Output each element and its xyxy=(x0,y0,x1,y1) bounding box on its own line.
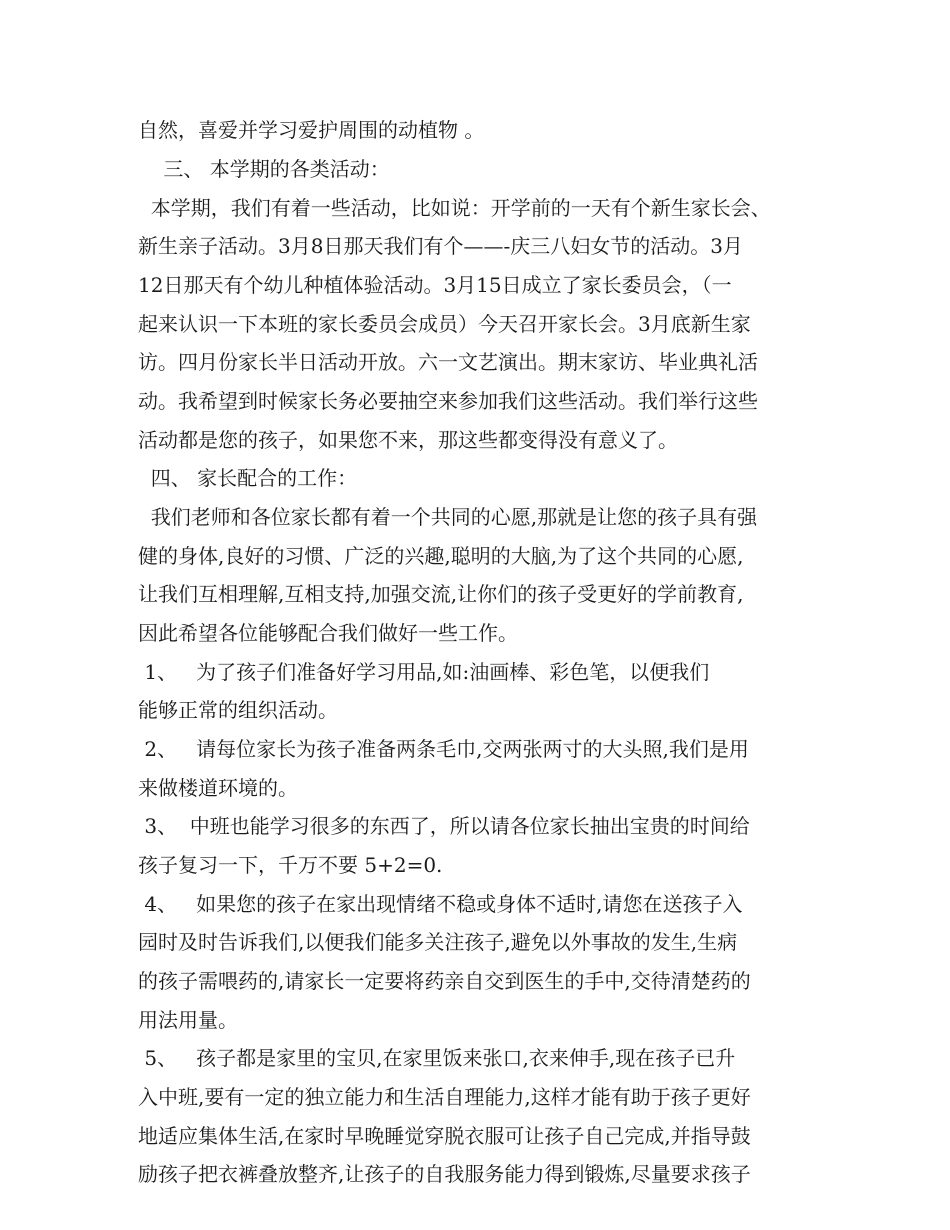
list-item-3: 3、 中班也能学习很多的东西了，所以请各位家长抽出宝贵的时间给 xyxy=(138,814,750,838)
text-line: 我们老师和各位家长都有着一个共同的心愿,那就是让您的孩子具有强 xyxy=(138,505,758,529)
text-line: 来做楼道环境的。 xyxy=(138,776,298,800)
section-heading-four: 四、 家长配合的工作： xyxy=(138,466,358,490)
text-line: 动。我希望到时候家长务必要抽空来参加我们这些活动。我们举行这些 xyxy=(138,389,758,413)
list-item-2: 2、 请每位家长为孩子准备两条毛巾,交两张两寸的大头照,我们是用 xyxy=(138,737,749,761)
text-line: 访。四月份家长半日活动开放。六一文艺演出。期末家访、毕业典礼活 xyxy=(138,350,758,374)
text-line: 因此希望各位能够配合我们做好一些工作。 xyxy=(138,621,518,645)
text-line: 活动都是您的孩子，如果您不来，那这些都变得没有意义了。 xyxy=(138,428,678,452)
text-line: 孩子复习一下，千万不要 5+2=0. xyxy=(138,853,443,877)
list-item-4: 4、 如果您的孩子在家出现情绪不稳或身体不适时,请您在送孩子入 xyxy=(138,892,743,916)
list-item-1: 1、 为了孩子们准备好学习用品,如:油画棒、彩色笔，以便我们 xyxy=(138,660,710,684)
text-line: 能够正常的组织活动。 xyxy=(138,698,338,722)
text-line: 励孩子把衣裤叠放整齐,让孩子的自我服务能力得到锻炼,尽量要求孩子 xyxy=(138,1162,751,1186)
text-line: 让我们互相理解,互相支持,加强交流,让你们的孩子受更好的学前教育, xyxy=(138,582,744,606)
text-line: 自然，喜爱并学习爱护周围的动植物 。 xyxy=(138,118,485,142)
text-line: 新生亲子活动。3月8日那天我们有个——-庆三八妇女节的活动。3月 xyxy=(138,234,743,258)
list-item-5: 5、 孩子都是家里的宝贝,在家里饭来张口,衣来伸手,现在孩子已升 xyxy=(138,1046,736,1070)
text-line: 本学期，我们有着一些活动，比如说：开学前的一天有个新生家长会、 xyxy=(138,196,771,220)
text-line: 园时及时告诉我们,以便我们能多关注孩子,避免以外事故的发生,生病 xyxy=(138,930,738,954)
text-line: 起来认识一下本班的家长委员会成员）今天召开家长会。3月底新生家 xyxy=(138,312,751,336)
section-heading-three: 三、 本学期的各类活动： xyxy=(138,157,390,181)
text-line: 用法用量。 xyxy=(138,1008,238,1032)
text-line: 入中班,要有一定的独立能力和生活自理能力,这样才能有助于孩子更好 xyxy=(138,1085,751,1109)
text-line: 地适应集体生活,在家时早晚睡觉穿脱衣服可让孩子自己完成,并指导鼓 xyxy=(138,1124,751,1148)
text-line: 12日那天有个幼儿种植体验活动。3月15日成立了家长委员会，（一 xyxy=(138,273,732,297)
text-line: 的孩子需喂药的,请家长一定要将药亲自交到医生的手中,交待清楚药的 xyxy=(138,969,751,993)
text-line: 健的身体,良好的习惯、广泛的兴趣,聪明的大脑,为了这个共同的心愿, xyxy=(138,544,744,568)
